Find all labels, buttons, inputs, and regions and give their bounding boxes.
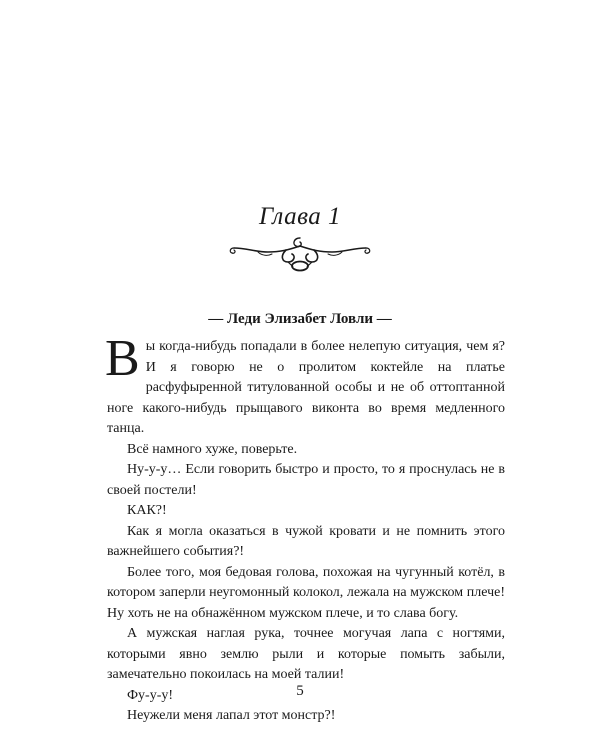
paragraph: Ну-у-у… Если говорить быстро и просто, то я проснулась не в своей постели! [107,462,505,498]
paragraph: Всё намного хуже, поверьте. [127,441,298,457]
paragraph: Более того, моя бедовая голова, похожая на чугунный котёл, в котором заперли неугомонный колокол, лежала на мужском плече! Ну хоть не на обнажённом мужском плече, и то слава богу. [107,564,505,621]
paragraph-text: ы когда-нибудь попадали в более нелепую ситуация, чем я? И я говорю не о пролитом коктейле на платье расфуфыренной титулованной особы и не об оттоптанной ноге какого-нибудь прыщавого виконта во время медленного танца. [107,339,505,436]
page-number: 5 [296,683,304,699]
chapter-title: Глава 1 [258,203,342,230]
paragraph: Как я могла оказаться в чужой кровати и не помнить этого важнейшего события?! [107,523,505,559]
paragraph: КАК?! [127,503,167,518]
paragraph [105,330,505,440]
paragraph: Неужели меня лапал этот монстр?! [127,708,336,723]
paragraph: А мужская наглая рука, точнее могучая лапа с ногтями, которыми явно землю рыли и которые помыть забыли, замечательно покоилась на моей талии! [107,626,505,682]
flourish-ornament-icon [228,234,372,274]
chapter-body [105,330,505,727]
drop-cap: В [105,330,140,387]
section-heading: — Леди Элизабет Ловли — [208,311,392,327]
paragraph: Фу-у-у! [127,687,174,703]
